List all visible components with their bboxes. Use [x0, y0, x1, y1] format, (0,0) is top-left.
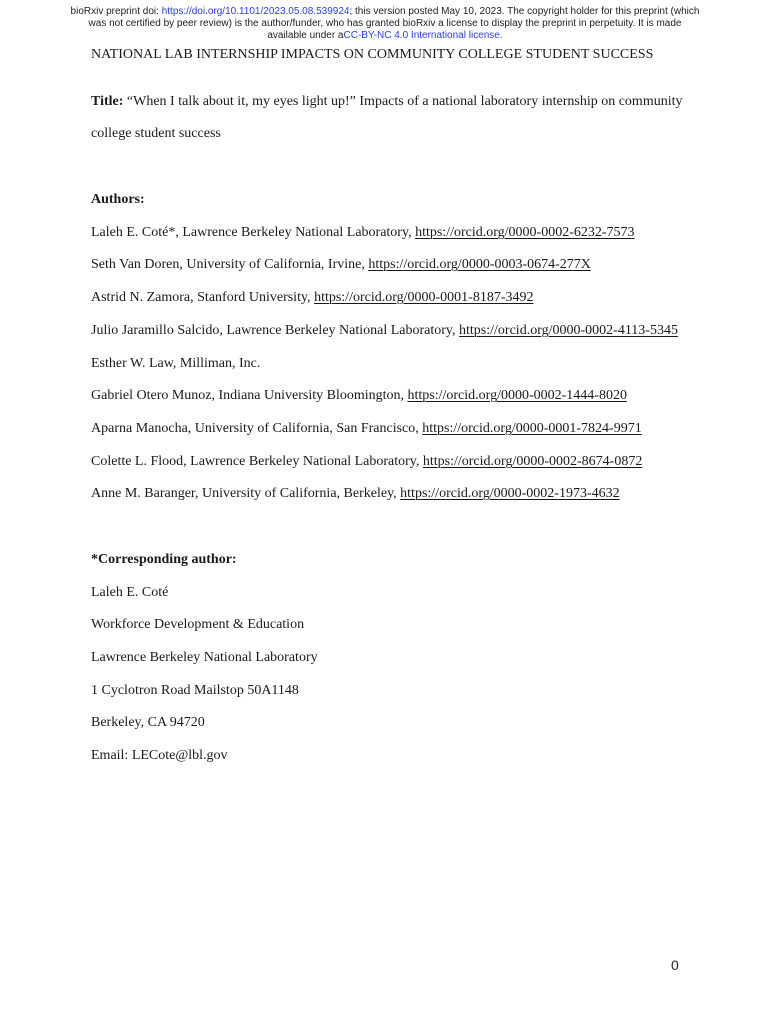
author-line [91, 225, 635, 241]
author-affiliation: Gabriel Otero Munoz, Indiana University Bloomington, [91, 388, 408, 403]
license-period: . [499, 30, 503, 41]
corresponding-institution: Lawrence Berkeley National Laboratory [91, 650, 318, 665]
corresponding-email: Email: LECote@lbl.gov [91, 748, 228, 763]
author-affiliation: Julio Jaramillo Salcido, Lawrence Berkeley National Laboratory, [91, 323, 460, 338]
orcid-link[interactable]: https://orcid.org/0000-0002-6232-7573 [415, 225, 635, 240]
preprint-header-suffix: ; this version posted May 10, 2023. The copyright holder for this preprint (which [349, 6, 700, 17]
doi-link[interactable]: https://doi.org/10.1101/2023.05.08.539924 [161, 6, 350, 17]
license-link[interactable]: CC-BY-NC 4.0 International license [343, 30, 500, 41]
orcid-link[interactable]: https://orcid.org/0000-0003-0674-277X [368, 257, 591, 272]
orcid-link[interactable]: https://orcid.org/0000-0001-7824-9971 [422, 421, 642, 436]
corresponding-city: Berkeley, CA 94720 [91, 715, 205, 730]
author-line [91, 257, 591, 273]
author-line [91, 290, 534, 306]
preprint-header-line-1 [40, 6, 730, 18]
author-affiliation: Anne M. Baranger, University of California, Berkeley, [91, 486, 401, 501]
running-head: NATIONAL LAB INTERNSHIP IMPACTS ON COMMUNITY COLLEGE STUDENT SUCCESS [91, 47, 654, 62]
preprint-header [40, 6, 730, 42]
title-line-1 [91, 94, 682, 110]
author-line [91, 454, 642, 470]
corresponding-address: 1 Cyclotron Road Mailstop 50A1148 [91, 683, 299, 698]
corresponding-name: Laleh E. Coté [91, 585, 169, 600]
author-affiliation: Aparna Manocha, University of California, San Francisco, [91, 421, 423, 436]
author-affiliation: Laleh E. Coté*, Lawrence Berkeley National Laboratory, [91, 225, 416, 240]
title-label: Title: [91, 94, 124, 109]
corresponding-department: Workforce Development & Education [91, 617, 305, 632]
corresponding-heading: *Corresponding author: [91, 552, 237, 567]
orcid-link[interactable]: https://orcid.org/0000-0002-4113-5345 [459, 323, 678, 338]
preprint-header-prefix: bioRxiv preprint doi: [70, 6, 162, 17]
author-affiliation: Colette L. Flood, Lawrence Berkeley National Laboratory, [91, 454, 423, 469]
orcid-link[interactable]: https://orcid.org/0000-0001-8187-3492 [314, 290, 534, 305]
title-text-1: “When I talk about it, my eyes light up!” Impacts of a national laboratory internship on community [123, 94, 683, 109]
author-line [91, 421, 642, 437]
author-line [91, 323, 678, 339]
preprint-header-line-2: was not certified by peer review) is the author/funder, who has granted bioRxiv a license to display the preprint in perpetuity. It is made [88, 18, 682, 29]
authors-heading: Authors: [91, 192, 145, 207]
orcid-link[interactable]: https://orcid.org/0000-0002-1973-4632 [400, 486, 620, 501]
author-line [91, 356, 260, 372]
author-affiliation: Seth Van Doren, University of California, Irvine, [91, 257, 369, 272]
orcid-link[interactable]: https://orcid.org/0000-0002-1444-8020 [407, 388, 627, 403]
title-line-2: college student success [91, 126, 221, 141]
author-line [91, 486, 620, 502]
author-line [91, 388, 627, 404]
page-number: 0 [671, 957, 679, 973]
preprint-header-line-3 [40, 30, 730, 42]
author-affiliation: Astrid N. Zamora, Stanford University, [91, 290, 315, 305]
orcid-link[interactable]: https://orcid.org/0000-0002-8674-0872 [422, 454, 643, 469]
license-prefix: available under a [267, 30, 344, 41]
author-affiliation: Esther W. Law, Milliman, Inc. [91, 356, 261, 371]
